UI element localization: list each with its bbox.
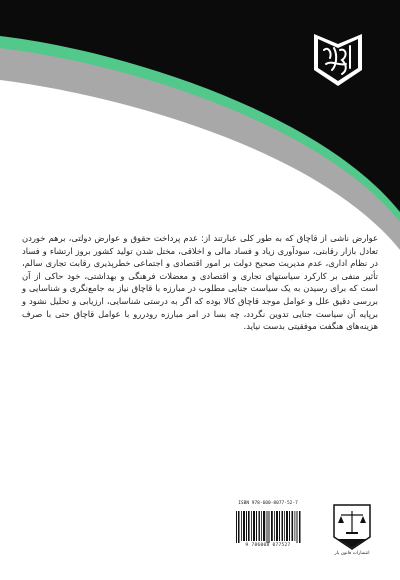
back-cover-blurb	[22, 232, 378, 333]
blurb-paragraph: عوارض ناشی از قاچاق که به طور کلی عبارتند از: عدم پرداخت حقوق و عوارض دولتی، برهم خوردن تعادل بازار رقابتی، سودآوری زیاد و فساد مالی و اخلاقی، مختل شدن تولید کشور بروز ارتشاء و فساد در نظام اداری، عدم مدیریت صحیح دولت بر امور اقتصادی و اجتماعی خطرپذیری رقابت تجاری سالم، تأثیر منفی بر کارکرد سیاستهای تجاری و اقتصادی و معضلات فرهنگی و بهداشتی، خود حاکی از آن است که برای رسیدن به یک سیاست جنایی مطلوب در مبارزه با قاچاق نیاز به جامع‌نگری و شناسایی و بررسی دقیق علل و عوامل موجد قاچاق کالا بوده که اگر به درستی شناسایی، ارزیابی و تحلیل نشود و برپایه آن سیاست جنایی تدوین نگردد، چه بسا در امر مبارزه رودررو با عوامل قاچاق حتی با صرف هزینه‌های هنگفت موفقیتی بدست نیاید.	[22, 233, 378, 332]
isbn-text: ISBN 978-600-8077-52-7	[238, 501, 298, 506]
calligraphic-book-emblem-icon	[312, 30, 364, 88]
publisher-name: انتشارات قانون یار	[334, 551, 370, 556]
scales-of-justice-logo-icon	[330, 503, 374, 551]
barcode-digits: 9 786008 077527	[245, 543, 291, 548]
